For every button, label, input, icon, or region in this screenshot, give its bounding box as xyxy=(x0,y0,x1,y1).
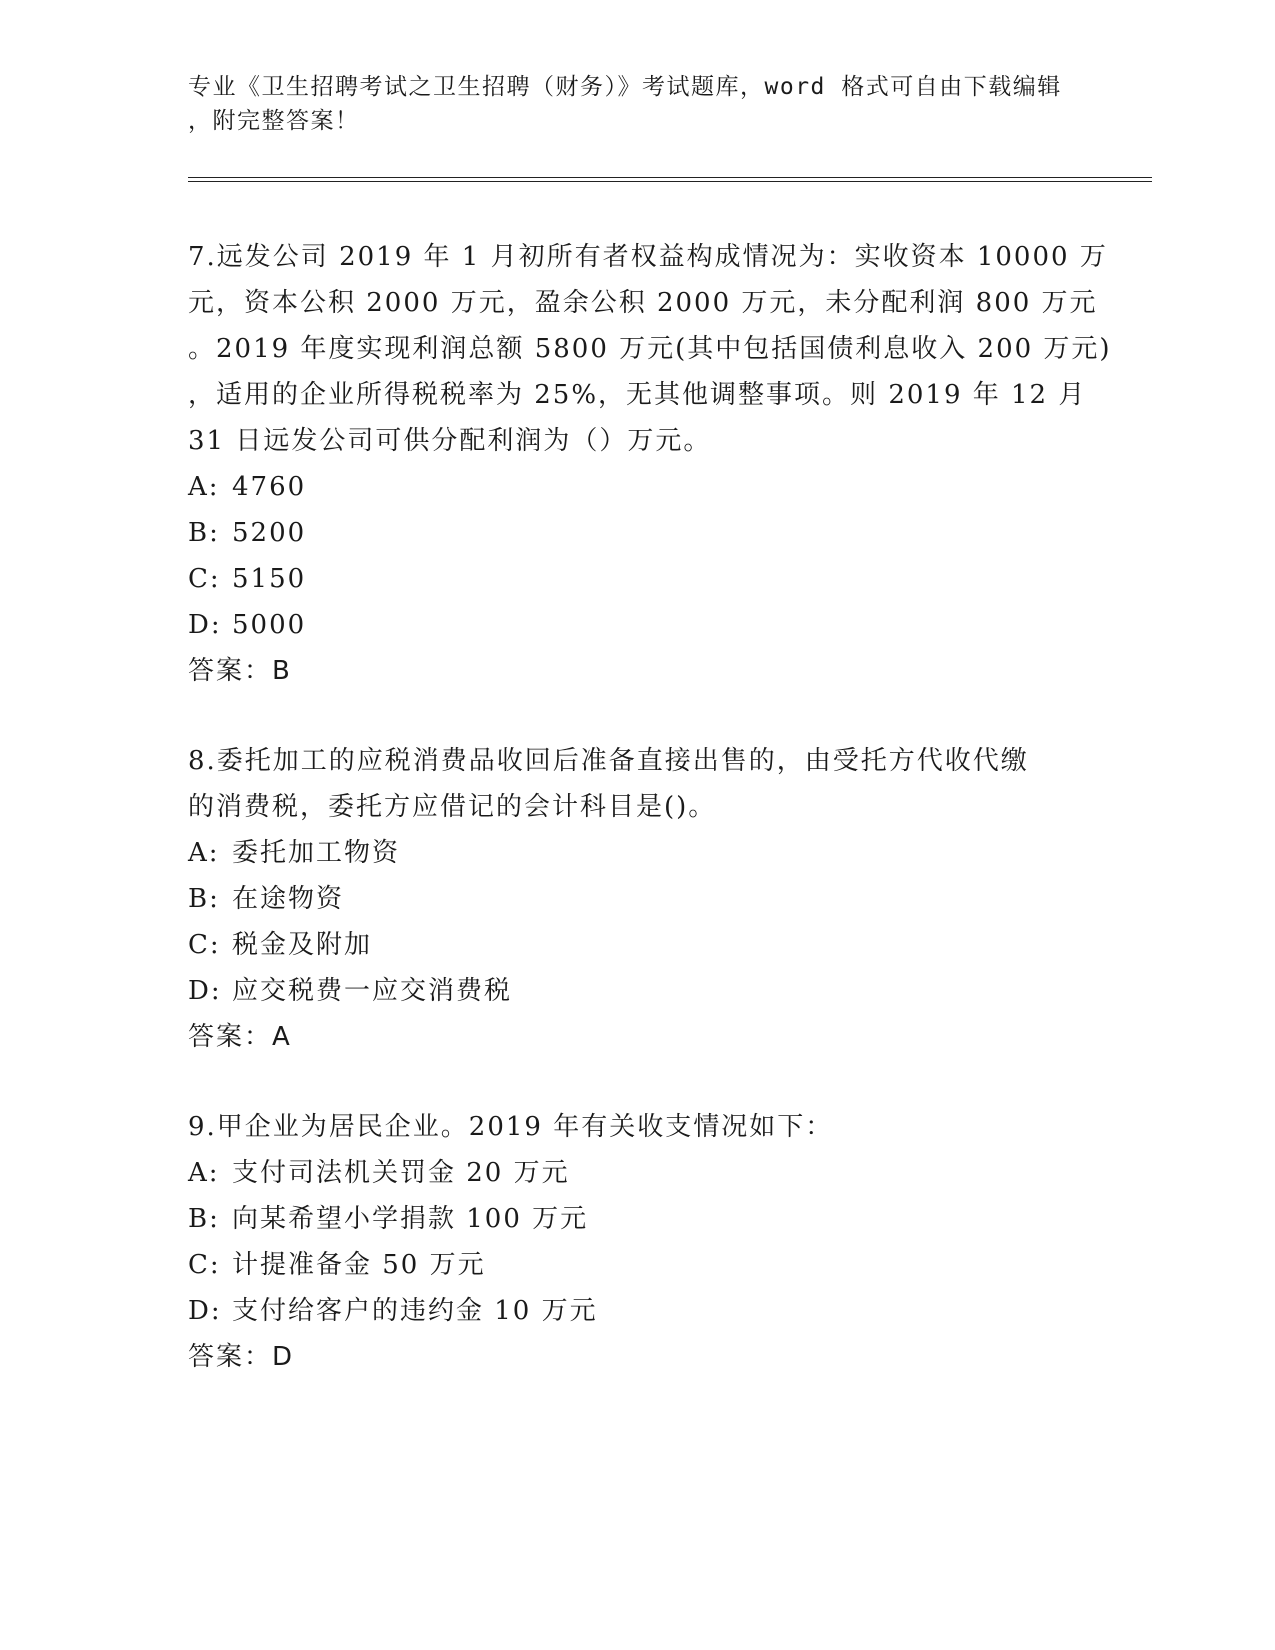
stem-line: 8.委托加工的应税消费品收回后准备直接出售的，由受托方代收代缴 xyxy=(188,746,1029,776)
option-key: A: xyxy=(188,1158,220,1188)
question-9 xyxy=(188,1104,1088,1380)
option-d xyxy=(188,1288,1088,1334)
answer-label: 答案：D xyxy=(188,1342,295,1372)
option-b xyxy=(188,876,1088,922)
question-stem xyxy=(188,738,1088,830)
option-text: 应交税费一应交消费税 xyxy=(232,976,513,1006)
option-key: A: xyxy=(188,472,220,502)
option-d xyxy=(188,968,1088,1014)
option-b xyxy=(188,510,1088,556)
option-text: 4760 xyxy=(232,472,307,502)
option-key: D: xyxy=(188,610,222,640)
option-text: 支付给客户的违约金 10 万元 xyxy=(232,1296,598,1326)
option-key: B: xyxy=(188,518,220,548)
stem-line: ，适用的企业所得税税率为 25%，无其他调整事项。则 2019 年 12 月 xyxy=(188,380,1087,410)
option-text: 向某希望小学捐款 100 万元 xyxy=(232,1204,589,1234)
option-b xyxy=(188,1196,1088,1242)
option-text: 计提准备金 50 万元 xyxy=(232,1250,486,1280)
option-c xyxy=(188,556,1088,602)
option-a xyxy=(188,830,1088,876)
option-key: A: xyxy=(188,838,220,868)
option-text: 5150 xyxy=(232,564,307,594)
option-c xyxy=(188,1242,1088,1288)
question-7 xyxy=(188,234,1112,694)
header-line-2: ，附完整答案！ xyxy=(188,108,360,134)
option-text: 5000 xyxy=(232,610,307,640)
option-key: D: xyxy=(188,976,222,1006)
question-stem xyxy=(188,234,1112,464)
stem-line: 。2019 年度实现利润总额 5800 万元(其中包括国债利息收入 200 万元) xyxy=(188,334,1112,364)
header-divider-top xyxy=(188,177,1152,178)
option-key: D: xyxy=(188,1296,222,1326)
answer-label: 答案：B xyxy=(188,656,292,686)
option-a xyxy=(188,464,1088,510)
answer-label: 答案：A xyxy=(188,1022,292,1052)
option-key: B: xyxy=(188,884,220,914)
stem-line: 9.甲企业为居民企业。2019 年有关收支情况如下： xyxy=(188,1112,834,1142)
option-text: 委托加工物资 xyxy=(232,838,401,868)
option-text: 税金及附加 xyxy=(232,930,373,960)
stem-line: 7.远发公司 2019 年 1 月初所有者权益构成情况为：实收资本 10000 万 xyxy=(188,242,1108,272)
option-c xyxy=(188,922,1088,968)
stem-line: 的消费税，委托方应借记的会计科目是()。 xyxy=(188,792,717,822)
option-text: 支付司法机关罚金 20 万元 xyxy=(232,1158,570,1188)
option-text: 在途物资 xyxy=(232,884,345,914)
option-key: C: xyxy=(188,930,221,960)
option-key: C: xyxy=(188,564,221,594)
document-header xyxy=(188,70,1088,138)
option-key: C: xyxy=(188,1250,221,1280)
stem-line: 元，资本公积 2000 万元，盈余公积 2000 万元，未分配利润 800 万元 xyxy=(188,288,1098,318)
option-d xyxy=(188,602,1088,648)
question-stem xyxy=(188,1104,1088,1150)
question-8 xyxy=(188,738,1088,1060)
option-text: 5200 xyxy=(232,518,307,548)
header-line-1: 专业《卫生招聘考试之卫生招聘（财务）》考试题库，word 格式可自由下载编辑 xyxy=(188,74,1062,100)
header-divider-bottom xyxy=(188,181,1152,182)
option-a xyxy=(188,1150,1088,1196)
option-key: B: xyxy=(188,1204,220,1234)
stem-line: 31 日远发公司可供分配利润为（）万元。 xyxy=(188,426,712,456)
